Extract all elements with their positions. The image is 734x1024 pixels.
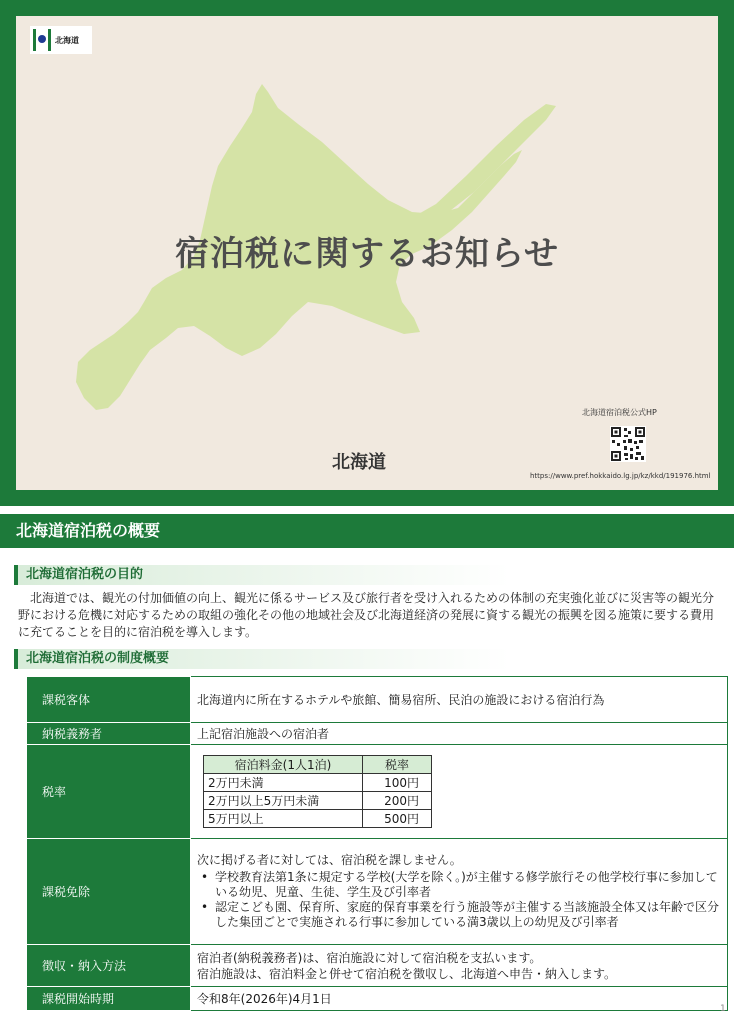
rate-amount: 100円 [363, 774, 432, 792]
rate-label: 税率 [28, 745, 191, 839]
collection-cell [191, 945, 728, 987]
rate-table [203, 755, 432, 828]
start-value: 令和8年(2026年)4月1日 [191, 987, 728, 1011]
rate-range: 2万円以上5万円未満 [204, 792, 363, 810]
taxpayer-label: 納税義務者 [28, 723, 191, 745]
exemption-list [197, 870, 721, 930]
poster-frame [0, 0, 734, 506]
rate-row [204, 810, 432, 828]
rate-amount: 500円 [363, 810, 432, 828]
poster-subtitle: 北海道 [332, 452, 386, 473]
hp-label: 北海道宿泊税公式HP [582, 408, 657, 417]
rate-cell [191, 745, 728, 839]
table-row [28, 677, 728, 723]
page-number: 1 [720, 1004, 726, 1014]
rate-header-fee: 宿泊料金(1人1泊) [204, 756, 363, 774]
purpose-text: 北海道では、観光の付加価値の向上、観光に係るサービス及び旅行者を受け入れるための体制の充実強化並びに災害等の観光分野における危機に対応するための取組の強化その他の地域社会及び北海道経済の発展に資する観光の振興を図る施策に要する費用に充てることを目的に宿泊税を導入します。 [18, 591, 715, 639]
list-item: • 認定こども園、保育所、家庭的保育事業を行う施設等が主催する当該施設全体又は年齢で区分した集団ごとで実施される行事に参加している満3歳以上の幼児及び引率者 [201, 900, 721, 930]
collection-line: 宿泊者(納税義務者)は、宿泊施設に対して宿泊税を支払います。 [197, 950, 542, 965]
hokkaido-logo [30, 26, 92, 54]
hokkaido-logo-icon [33, 29, 51, 51]
poster-panel [16, 16, 718, 490]
exemption-cell [191, 839, 728, 945]
rate-header-rate: 税率 [363, 756, 432, 774]
collection-line: 宿泊施設は、宿泊料金と併せて宿泊税を徴収し、北海道へ申告・納入します。 [197, 966, 617, 981]
rate-row [204, 792, 432, 810]
rate-range: 5万円以上 [204, 810, 363, 828]
rate-row [204, 774, 432, 792]
table-row [28, 839, 728, 945]
system-heading: 北海道宿泊税の制度概要 [14, 649, 720, 669]
rate-range: 2万円未満 [204, 774, 363, 792]
poster-title: 宿泊税に関するお知らせ [175, 234, 559, 274]
table-row [28, 945, 728, 987]
start-label: 課税開始時期 [28, 987, 191, 1011]
purpose-heading: 北海道宿泊税の目的 [14, 565, 720, 585]
collection-label: 徴収・納入方法 [28, 945, 191, 987]
list-item: • 学校教育法第1条に規定する学校(大学を除く。)が主催する修学旅行その他学校行事に参加している幼児、児童、生徒、学生及び引率者 [201, 870, 721, 900]
qr-code-icon[interactable] [610, 426, 646, 462]
exemption-intro: 次に掲げる者に対しては、宿泊税を課しません。 [197, 853, 462, 867]
table-row [28, 745, 728, 839]
overview-title: 北海道宿泊税の概要 [0, 514, 734, 548]
taxable-object-value: 北海道内に所在するホテルや旅館、簡易宿所、民泊の施設における宿泊行為 [191, 677, 728, 723]
taxable-object-label: 課税客体 [28, 677, 191, 723]
hp-url[interactable]: https://www.pref.hokkaido.lg.jp/kz/kkd/191976.html [530, 472, 711, 480]
table-row [28, 987, 728, 1011]
system-table [27, 676, 728, 1011]
rate-amount: 200円 [363, 792, 432, 810]
exemption-label: 課税免除 [28, 839, 191, 945]
logo-text: 北海道 [55, 35, 79, 45]
table-row [28, 723, 728, 745]
taxpayer-value: 上記宿泊施設への宿泊者 [191, 723, 728, 745]
